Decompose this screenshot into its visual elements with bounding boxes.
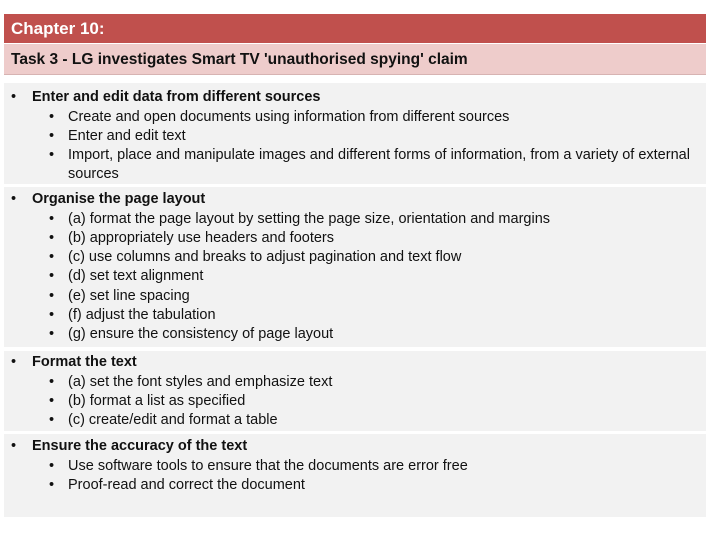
section-item-list [4, 108, 706, 185]
list-item: • (a) format the page layout by setting the page size, orientation and margins [4, 210, 706, 229]
list-item: • (b) format a list as specified [4, 392, 706, 411]
section-format-text [4, 351, 706, 431]
section-heading: • Format the text [4, 353, 706, 373]
list-item: • Create and open documents using information from different sources [4, 108, 706, 127]
section-heading: • Enter and edit data from different sources [4, 88, 706, 108]
list-item: • Use software tools to ensure that the documents are error free [4, 457, 706, 476]
list-item: • Import, place and manipulate images and different forms of information, from a variety of external sources [4, 146, 706, 185]
list-item: • (g) ensure the consistency of page layout [4, 325, 706, 344]
list-item: • (a) set the font styles and emphasize text [4, 373, 706, 392]
list-item: • (c) create/edit and format a table [4, 411, 706, 430]
section-heading: • Ensure the accuracy of the text [4, 437, 706, 457]
list-item: • (d) set text alignment [4, 267, 706, 286]
list-item: • Enter and edit text [4, 127, 706, 146]
section-enter-edit-data [4, 83, 706, 184]
list-item: • (c) use columns and breaks to adjust pagination and text flow [4, 248, 706, 267]
section-item-list [4, 373, 706, 431]
task-title: Task 3 - LG investigates Smart TV 'unauthorised spying' claim [4, 44, 706, 75]
list-item: • (f) adjust the tabulation [4, 306, 706, 325]
section-ensure-accuracy [4, 434, 706, 517]
section-organise-layout [4, 187, 706, 347]
section-heading: • Organise the page layout [4, 190, 706, 210]
list-item: • (b) appropriately use headers and footers [4, 229, 706, 248]
section-item-list [4, 210, 706, 345]
chapter-title: Chapter 10: [4, 14, 706, 43]
section-item-list [4, 457, 706, 496]
list-item: • (e) set line spacing [4, 287, 706, 306]
list-item: • Proof-read and correct the document [4, 476, 706, 495]
